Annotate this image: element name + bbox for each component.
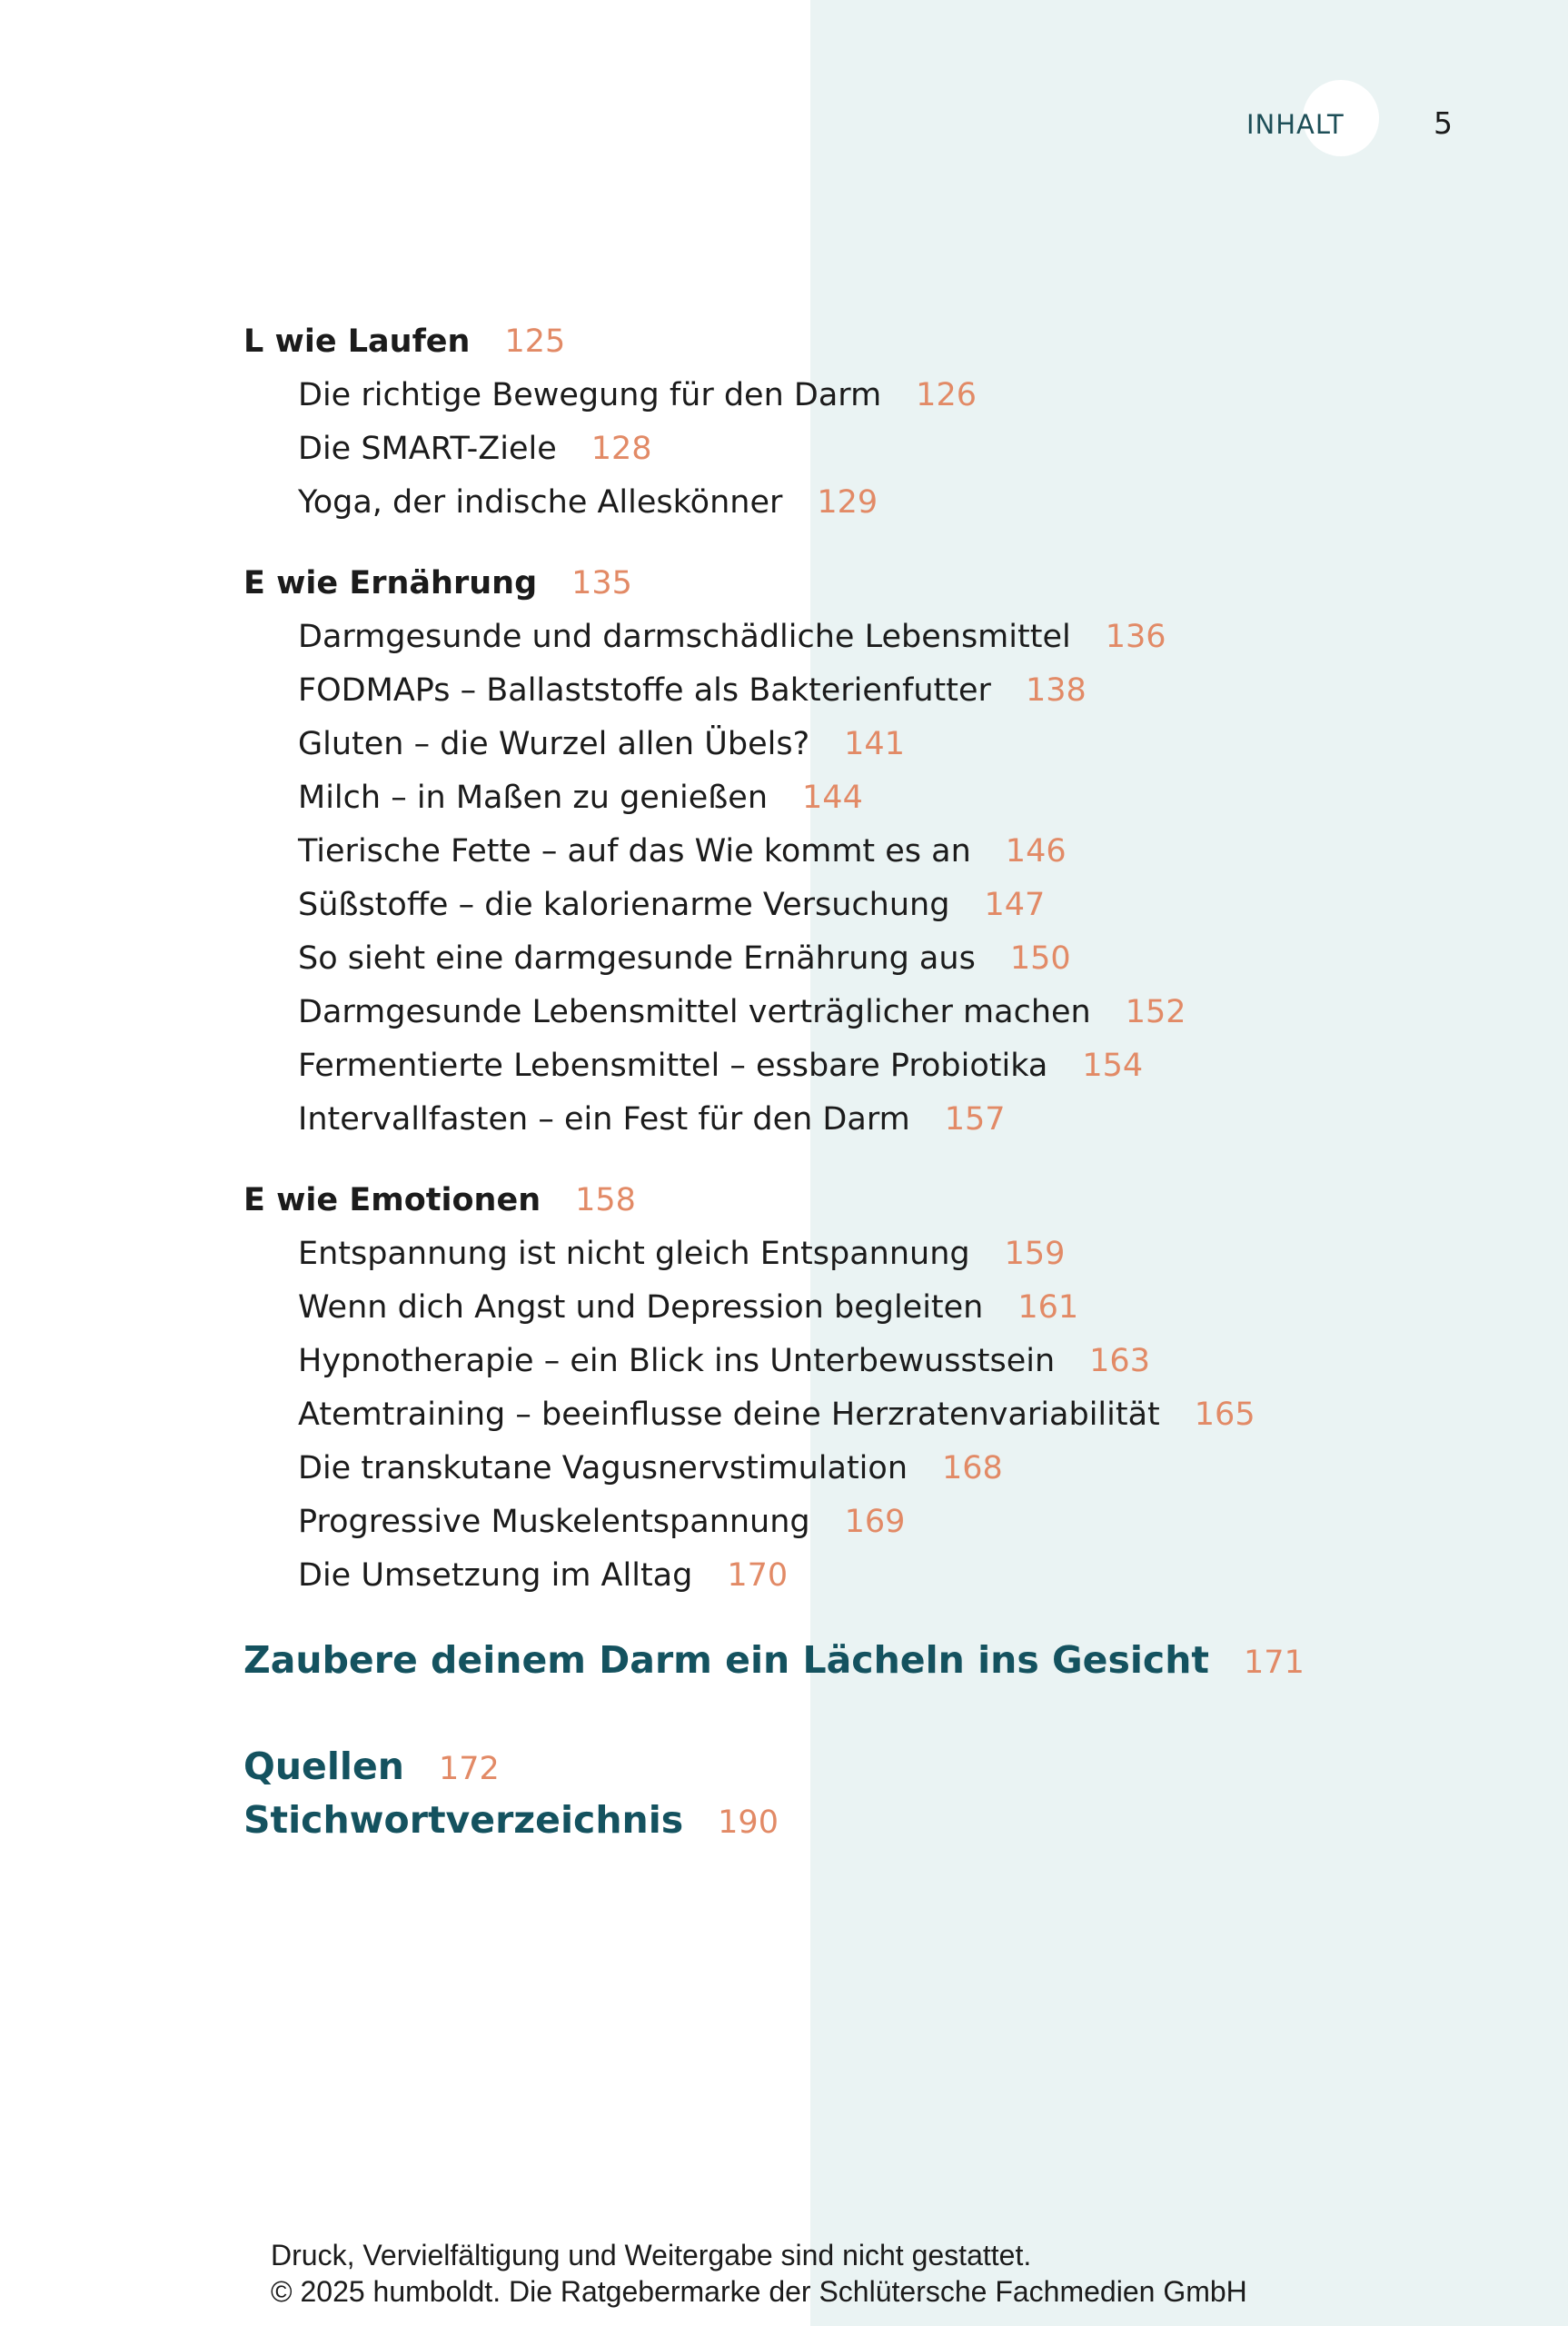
toc-section-entry[interactable] — [243, 1496, 1424, 1549]
section-page-number: 136 — [1105, 619, 1166, 655]
section-title: Darmgesunde und darmschädliche Lebensmittel — [298, 619, 1071, 655]
section-page-number: 159 — [1004, 1236, 1066, 1272]
section-title: Tierische Fette – auf das Wie kommt es an — [298, 833, 971, 870]
section-title: Entspannung ist nicht gleich Entspannung — [298, 1236, 970, 1272]
section-title: So sieht eine darmgesunde Ernährung aus — [298, 940, 976, 977]
section-page-number: 138 — [1025, 672, 1087, 709]
toc-section-entry[interactable] — [243, 664, 1424, 718]
section-title: Wenn dich Angst und Depression begleiten — [298, 1289, 984, 1326]
section-title: Gluten – die Wurzel allen Übels? — [298, 726, 810, 762]
toc-chapter-entry[interactable] — [243, 315, 1424, 369]
toc-section-entry[interactable] — [243, 1093, 1424, 1147]
section-page-number: 129 — [817, 484, 878, 521]
section-page-number: 165 — [1194, 1397, 1255, 1433]
chapter-page-number: 125 — [504, 323, 566, 360]
toc-section-entry[interactable] — [243, 476, 1424, 530]
section-title: Die transkutane Vagusnervstimulation — [298, 1450, 908, 1486]
toc-section-entry[interactable] — [243, 1039, 1424, 1093]
toc-major-entry-zaubere[interactable] — [243, 1634, 1424, 1687]
major-title: Zaubere deinem Darm ein Lächeln ins Gesicht — [243, 1638, 1210, 1682]
toc-chapter-entry[interactable] — [243, 1174, 1424, 1228]
toc-section-entry[interactable] — [243, 879, 1424, 932]
section-page-number: 141 — [844, 726, 905, 762]
copyright-footer — [271, 2237, 1247, 2310]
section-page-number: 150 — [1009, 940, 1071, 977]
toc-section-entry[interactable] — [243, 369, 1424, 422]
section-page-number: 161 — [1017, 1289, 1079, 1326]
section-title: Fermentierte Lebensmittel – essbare Probiotika — [298, 1048, 1048, 1084]
section-title: Darmgesunde Lebensmittel verträglicher machen — [298, 994, 1091, 1030]
section-title: Yoga, der indische Alleskönner — [298, 484, 783, 521]
section-page-number: 170 — [727, 1557, 789, 1594]
toc-section-entry[interactable] — [243, 932, 1424, 986]
toc-section-entry[interactable] — [243, 422, 1424, 476]
chapter-title: L wie Laufen — [243, 323, 471, 360]
major-title: Stichwortverzeichnis — [243, 1798, 684, 1842]
toc-group-emotionen — [243, 1174, 1424, 1603]
chapter-title: E wie Emotionen — [243, 1182, 541, 1218]
toc-major-entry-stichwortverzeichnis[interactable] — [243, 1794, 1424, 1847]
toc-chapter-entry[interactable] — [243, 557, 1424, 611]
section-title: Die SMART-Ziele — [298, 431, 557, 467]
table-of-contents — [243, 315, 1424, 1847]
section-title: Die Umsetzung im Alltag — [298, 1557, 693, 1594]
footer-line-2: © 2025 humboldt. Die Ratgebermarke der Schlütersche Fachmedien GmbH — [271, 2275, 1247, 2308]
section-title: Die richtige Bewegung für den Darm — [298, 377, 882, 413]
toc-section-entry[interactable] — [243, 1281, 1424, 1335]
section-title: FODMAPs – Ballaststoffe als Bakterienfutter — [298, 672, 991, 709]
major-page-number: 172 — [438, 1751, 500, 1787]
section-page-number: 126 — [916, 377, 977, 413]
chapter-title: E wie Ernährung — [243, 565, 538, 601]
major-page-number: 171 — [1244, 1645, 1305, 1681]
section-page-number: 163 — [1089, 1343, 1150, 1379]
toc-group-laufen — [243, 315, 1424, 530]
section-page-number: 157 — [944, 1101, 1006, 1138]
section-page-number: 147 — [984, 887, 1046, 923]
section-page-number: 152 — [1125, 994, 1186, 1030]
section-page-number: 146 — [1005, 833, 1067, 870]
toc-section-entry[interactable] — [243, 1388, 1424, 1442]
section-page-number: 144 — [802, 780, 863, 816]
section-title: Progressive Muskelentspannung — [298, 1504, 810, 1540]
toc-section-entry[interactable] — [243, 771, 1424, 825]
running-header-label: INHALT — [1246, 109, 1345, 140]
section-page-number: 128 — [590, 431, 652, 467]
toc-section-entry[interactable] — [243, 1228, 1424, 1281]
chapter-page-number: 135 — [571, 565, 632, 601]
toc-section-entry[interactable] — [243, 1335, 1424, 1388]
toc-section-entry[interactable] — [243, 611, 1424, 664]
toc-major-entry-quellen[interactable] — [243, 1740, 1424, 1794]
section-title: Milch – in Maßen zu genießen — [298, 780, 769, 816]
chapter-page-number: 158 — [575, 1182, 636, 1218]
toc-section-entry[interactable] — [243, 1442, 1424, 1496]
toc-section-entry[interactable] — [243, 718, 1424, 771]
section-title: Hypnotherapie – ein Blick ins Unterbewusstsein — [298, 1343, 1056, 1379]
major-title: Quellen — [243, 1744, 404, 1788]
section-title: Intervallfasten – ein Fest für den Darm — [298, 1101, 910, 1138]
toc-group-ernaehrung — [243, 557, 1424, 1147]
section-page-number: 154 — [1082, 1048, 1144, 1084]
section-page-number: 168 — [942, 1450, 1003, 1486]
section-title: Süßstoffe – die kalorienarme Versuchung — [298, 887, 950, 923]
section-title: Atemtraining – beeinflusse deine Herzratenvariabilität — [298, 1397, 1160, 1433]
page-number: 5 — [1434, 105, 1453, 141]
major-page-number: 190 — [718, 1804, 779, 1841]
footer-line-1: Druck, Vervielfältigung und Weitergabe sind nicht gestattet. — [271, 2239, 1032, 2271]
toc-section-entry[interactable] — [243, 1549, 1424, 1603]
toc-section-entry[interactable] — [243, 825, 1424, 879]
toc-section-entry[interactable] — [243, 986, 1424, 1039]
section-page-number: 169 — [844, 1504, 906, 1540]
